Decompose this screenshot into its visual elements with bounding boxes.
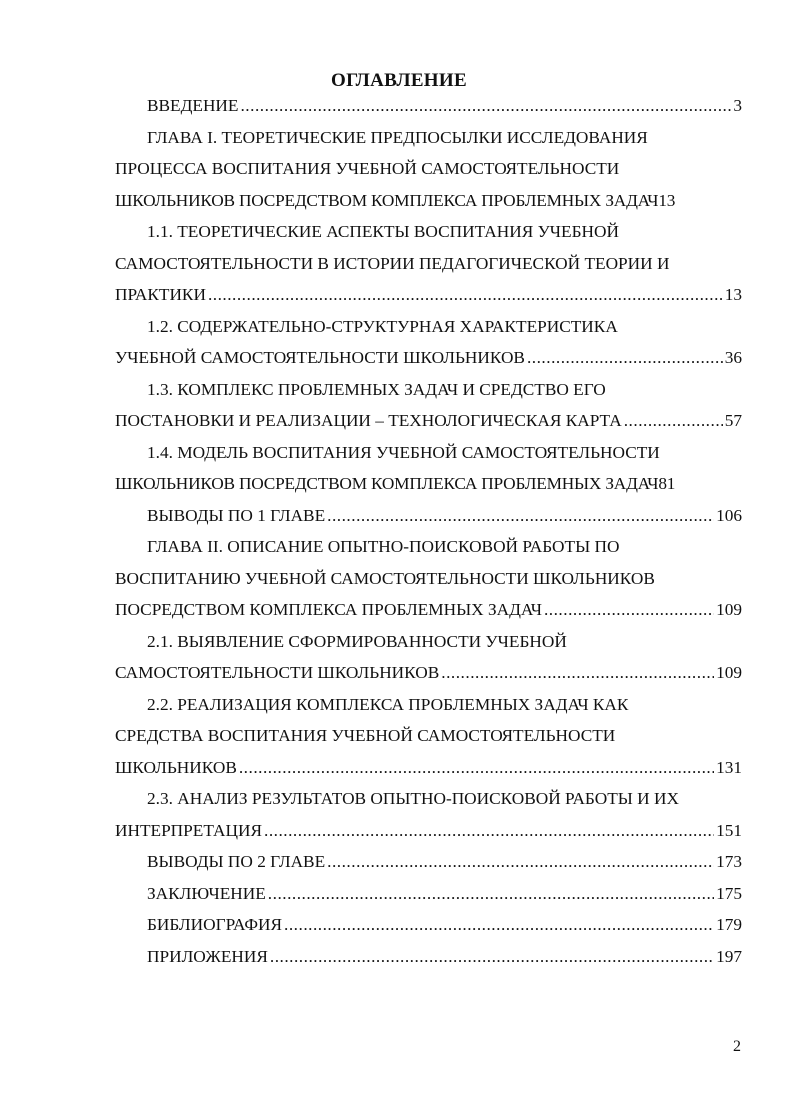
toc-page-number: 197 bbox=[716, 946, 742, 966]
leader-dots bbox=[544, 594, 714, 626]
leader-dots bbox=[208, 279, 723, 311]
toc-entry-text: ВЫВОДЫ ПО 2 ГЛАВЕ bbox=[147, 852, 326, 871]
toc-page-number: 13 bbox=[658, 190, 676, 210]
toc-entry-text: УЧЕБНОЙ САМОСТОЯТЕЛЬНОСТИ ШКОЛЬНИКОВ bbox=[115, 348, 525, 367]
toc-entry-text: ИНТЕРПРЕТАЦИЯ bbox=[115, 820, 262, 840]
toc-entry-bibliography[interactable] bbox=[115, 909, 742, 941]
toc-entry-text: ШКОЛЬНИКОВ ПОСРЕДСТВОМ КОМПЛЕКСА ПРОБЛЕМНЫХ ЗАДАЧ bbox=[115, 474, 659, 493]
toc-entry-text: ШКОЛЬНИКОВ bbox=[115, 757, 237, 777]
toc-entry-text: 1.2. СОДЕРЖАТЕЛЬНО-СТРУКТУРНАЯ ХАРАКТЕРИСТИКА bbox=[147, 316, 618, 336]
toc-page-number: 106 bbox=[716, 505, 742, 525]
toc-entry-text: ПРИЛОЖЕНИЯ bbox=[147, 946, 268, 966]
toc-entry-text: 1.4. МОДЕЛЬ ВОСПИТАНИЯ УЧЕБНОЙ САМОСТОЯТЕЛЬНОСТИ bbox=[147, 442, 660, 462]
toc-entry-text: ПОСТАНОВКИ И РЕАЛИЗАЦИИ – ТЕХНОЛОГИЧЕСКАЯ КАРТА bbox=[115, 411, 622, 430]
toc-page-number: 173 bbox=[716, 852, 742, 871]
toc-entry-text: 2.2. РЕАЛИЗАЦИЯ КОМПЛЕКСА ПРОБЛЕМНЫХ ЗАДАЧ КАК bbox=[147, 694, 629, 714]
toc-entry-conclusion[interactable] bbox=[115, 878, 742, 910]
leader-dots bbox=[441, 657, 714, 689]
toc-entry-text: ПРАКТИКИ bbox=[115, 285, 206, 304]
toc-entry-text: ПРОЦЕССА ВОСПИТАНИЯ УЧЕБНОЙ САМОСТОЯТЕЛЬНОСТИ bbox=[115, 159, 620, 178]
toc-page-number: 81 bbox=[658, 474, 676, 493]
leader-dots bbox=[264, 815, 714, 847]
toc-entry-text: ШКОЛЬНИКОВ ПОСРЕДСТВОМ КОМПЛЕКСА ПРОБЛЕМНЫХ ЗАДАЧ bbox=[115, 190, 659, 210]
leader-dots bbox=[240, 90, 731, 122]
leader-dots bbox=[270, 941, 714, 973]
toc-entry-text: 1.3. КОМПЛЕКС ПРОБЛЕМНЫХ ЗАДАЧ И СРЕДСТВО ЕГО bbox=[147, 379, 606, 399]
table-of-contents bbox=[115, 90, 742, 972]
leader-dots bbox=[284, 909, 714, 941]
toc-page-number: 131 bbox=[716, 757, 742, 777]
toc-entry-text: 2.3. АНАЛИЗ РЕЗУЛЬТАТОВ ОПЫТНО-ПОИСКОВОЙ РАБОТЫ И ИХ bbox=[147, 789, 679, 808]
toc-entry-text: ГЛАВА II. ОПИСАНИЕ ОПЫТНО-ПОИСКОВОЙ РАБОТЫ ПО bbox=[147, 537, 620, 556]
leader-dots bbox=[624, 405, 723, 437]
toc-entry-text: ВОСПИТАНИЮ УЧЕБНОЙ САМОСТОЯТЕЛЬНОСТИ ШКОЛЬНИКОВ bbox=[115, 568, 655, 588]
toc-entry-chapter-1[interactable] bbox=[115, 122, 742, 217]
toc-page-number: 109 bbox=[716, 600, 742, 619]
toc-entry-section-2-1[interactable] bbox=[115, 626, 742, 689]
toc-entry-text: САМОСТОЯТЕЛЬНОСТИ ШКОЛЬНИКОВ bbox=[115, 663, 440, 682]
leader-dots bbox=[327, 846, 714, 878]
leader-dots bbox=[268, 878, 714, 910]
toc-page-number: 179 bbox=[716, 915, 742, 934]
toc-entry-text: ПОСРЕДСТВОМ КОМПЛЕКСА ПРОБЛЕМНЫХ ЗАДАЧ bbox=[115, 600, 542, 619]
leader-dots bbox=[239, 752, 714, 784]
leader-dots bbox=[527, 342, 723, 374]
toc-entry-text: 2.1. ВЫЯВЛЕНИЕ СФОРМИРОВАННОСТИ УЧЕБНОЙ bbox=[147, 631, 567, 651]
toc-entry-section-1-3[interactable] bbox=[115, 374, 742, 437]
toc-page-number: 36 bbox=[724, 348, 742, 367]
toc-entry-section-2-2[interactable] bbox=[115, 689, 742, 784]
toc-page-number: 109 bbox=[716, 663, 742, 682]
toc-entry-section-1-2[interactable] bbox=[115, 311, 742, 374]
toc-entry-section-1-4[interactable] bbox=[115, 437, 742, 500]
toc-entry-text: САМОСТОЯТЕЛЬНОСТИ В ИСТОРИИ ПЕДАГОГИЧЕСКОЙ ТЕОРИИ И bbox=[115, 253, 670, 273]
toc-entry-appendices[interactable] bbox=[115, 941, 742, 973]
toc-entry-introduction[interactable] bbox=[115, 90, 742, 122]
toc-entry-chapter-2[interactable] bbox=[115, 531, 742, 626]
toc-entry-text: ЗАКЛЮЧЕНИЕ bbox=[147, 883, 266, 903]
toc-entry-section-2-3[interactable] bbox=[115, 783, 742, 846]
toc-page-number: 175 bbox=[716, 883, 742, 903]
toc-entry-conclusions-chapter-2[interactable] bbox=[115, 846, 742, 878]
toc-entry-text: ГЛАВА I. ТЕОРЕТИЧЕСКИЕ ПРЕДПОСЫЛКИ ИССЛЕДОВАНИЯ bbox=[147, 127, 648, 147]
page-number: 2 bbox=[733, 1038, 741, 1055]
toc-entry-text: 1.1. ТЕОРЕТИЧЕСКИЕ АСПЕКТЫ ВОСПИТАНИЯ УЧЕБНОЙ bbox=[147, 222, 619, 241]
page-title: ОГЛАВЛЕНИЕ bbox=[331, 70, 467, 91]
toc-entry-text: БИБЛИОГРАФИЯ bbox=[147, 915, 283, 934]
toc-page-number: 13 bbox=[724, 285, 742, 304]
toc-page-number: 57 bbox=[724, 411, 742, 430]
toc-entry-conclusions-chapter-1[interactable] bbox=[115, 500, 742, 532]
toc-entry-section-1-1[interactable] bbox=[115, 216, 742, 311]
toc-entry-text: СРЕДСТВА ВОСПИТАНИЯ УЧЕБНОЙ САМОСТОЯТЕЛЬНОСТИ bbox=[115, 726, 616, 745]
toc-entry-text: ВВЕДЕНИЕ bbox=[147, 96, 239, 115]
toc-page-number: 151 bbox=[716, 820, 742, 840]
toc-entry-text: ВЫВОДЫ ПО 1 ГЛАВЕ bbox=[147, 505, 326, 525]
leader-dots bbox=[327, 500, 714, 532]
toc-page-number: 3 bbox=[733, 96, 742, 115]
